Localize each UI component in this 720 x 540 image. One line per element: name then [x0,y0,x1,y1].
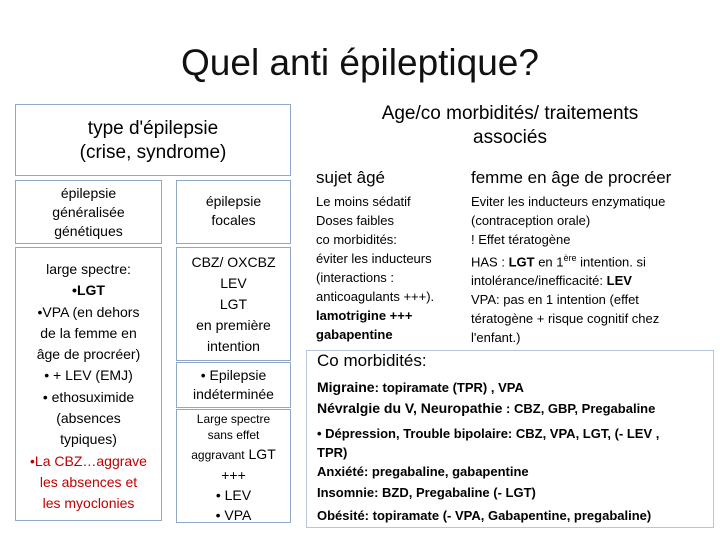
gen-line-8: (absences [56,410,121,427]
indet-plus: +++ [221,467,246,483]
femme-line-2: (contraception orale) [471,213,591,228]
femme-header: femme en âge de procréer [471,168,672,187]
nevralgie-line [317,398,659,419]
gen-line-3: •VPA (en dehors [37,303,140,320]
right-header-line1: Age/co morbidités/ traitements [381,103,639,124]
indeterminee-body-box [176,409,291,523]
generalisee-header-line1: épilepsie [60,185,117,201]
migraine-line [317,377,659,398]
femme-line4-en: en 1 [534,254,564,270]
focales-header-box [176,180,291,244]
focales-body-box [176,247,291,361]
depression-line2: TPR) [317,445,348,460]
gen-line-1: large spectre: [46,261,131,277]
migraine-label: Migraine [317,379,375,395]
gen-line-9: typiques) [60,431,117,448]
type-epilepsie-header-box [15,104,291,176]
indet-header-line1: • Epilepsie [200,367,267,383]
foc-line-1: CBZ/ OXCBZ [191,254,276,270]
sujet-line-6: anticoagulants +++). [316,289,435,304]
sujet-line-1: Le moins sédatif [316,194,411,209]
femme-line-6: VPA: pas en 1 intention (effet [471,292,639,308]
femme-line4-sup: ère [563,253,577,263]
focales-header-line2: focales [211,212,256,228]
sujet-line-4: éviter les inducteurs [316,251,432,266]
sujet-line-5: (interactions : [316,270,395,285]
foc-line-5: intention [207,338,260,354]
gen-line-7: • ethosuximide [42,388,135,405]
migraine-value: : topiramate (TPR) , VPA [374,380,524,395]
sujet-age-header: sujet âgé [316,168,385,187]
obesite-line: Obésité: topiramate (- VPA, Gabapentine, pregabaline) [317,508,652,523]
gen-line-2: •LGT [72,282,105,299]
femme-line-8: l'enfant.) [471,330,521,346]
anxiete-line: Anxiété: pregabaline, gabapentine [317,464,529,479]
gen-line-4: de la femme en [40,324,137,341]
femme-line-5 [471,271,665,290]
indet-small1: Large spectre [196,412,271,426]
focales-header-line1: épilepsie [205,193,262,209]
sujet-line-7: lamotrigine +++ [316,308,413,323]
indet-small2: sans effet [207,428,260,442]
indet-header-line2: indéterminée [193,386,274,402]
insomnie-line: Insomnie: BZD, Pregabaline (- LGT) [317,485,536,500]
comorbidites-body [317,377,659,527]
age-comorbidites-header [306,102,714,150]
gen-line-10: •La CBZ…aggrave [30,452,147,469]
foc-line-4: en première [196,317,271,333]
comorbidites-box [306,350,714,528]
type-epilepsie-line2: (crise, syndrome) [79,142,227,163]
foc-line-2: LEV [220,275,247,291]
comorbidites-header: Co morbidités: [317,351,427,370]
femme-line4-prefix: HAS : [471,254,509,270]
indet-lgt: LGT [248,446,276,462]
generalisee-body-box [15,247,162,521]
indet-vpa: • VPA [215,507,252,523]
type-epilepsie-line1: type d'épilepsie [87,118,219,139]
indet-small3: aggravant [191,448,245,462]
gen-line-12: les myoclonies [42,495,135,512]
foc-line-3: LGT [219,296,248,312]
generalisee-header-line2: généralisée [52,204,125,220]
gen-line-11: les absences et [39,473,138,490]
femme-line5-prefix: intolérance/inefficacité: [471,273,607,289]
sujet-age-body [316,192,434,344]
femme-line-3: ! Effet tératogène [471,232,571,247]
sujet-line-8: gabapentine [316,327,393,342]
femme-line4-lgt: LGT [508,254,535,270]
sujet-line-3: co morbidités: [316,232,397,247]
depression-line1: • Dépression, Trouble bipolaire: CBZ, VPA, LGT, (- LEV , [317,426,660,441]
nevralgie-value: : CBZ, GBP, Pregabaline [502,401,656,416]
femme-line-7: tératogène + risque cognitif chez [471,311,660,327]
generalisee-header-box [15,180,162,244]
sujet-line-2: Doses faibles [316,213,395,228]
generalisee-header-line3: génétiques [54,223,123,239]
page-title: Quel anti épileptique? [181,42,539,83]
femme-line-1: Eviter les inducteurs enzymatique [471,194,666,209]
gen-line-6: • + LEV (EMJ) [44,367,133,384]
nevralgie-label: Névralgie du V, Neuropathie [317,400,503,416]
right-header-line2: associés [473,127,547,148]
femme-line4-suffix: intention. si [576,254,646,270]
femme-line5-lev: LEV [606,273,632,289]
femme-body [471,192,665,347]
femme-line-4 [471,249,665,271]
indeterminee-header-box [176,362,291,408]
indet-aggravant-line [177,443,290,465]
indet-lev: • LEV [215,487,252,503]
gen-line-5: âge de procréer) [36,346,141,363]
